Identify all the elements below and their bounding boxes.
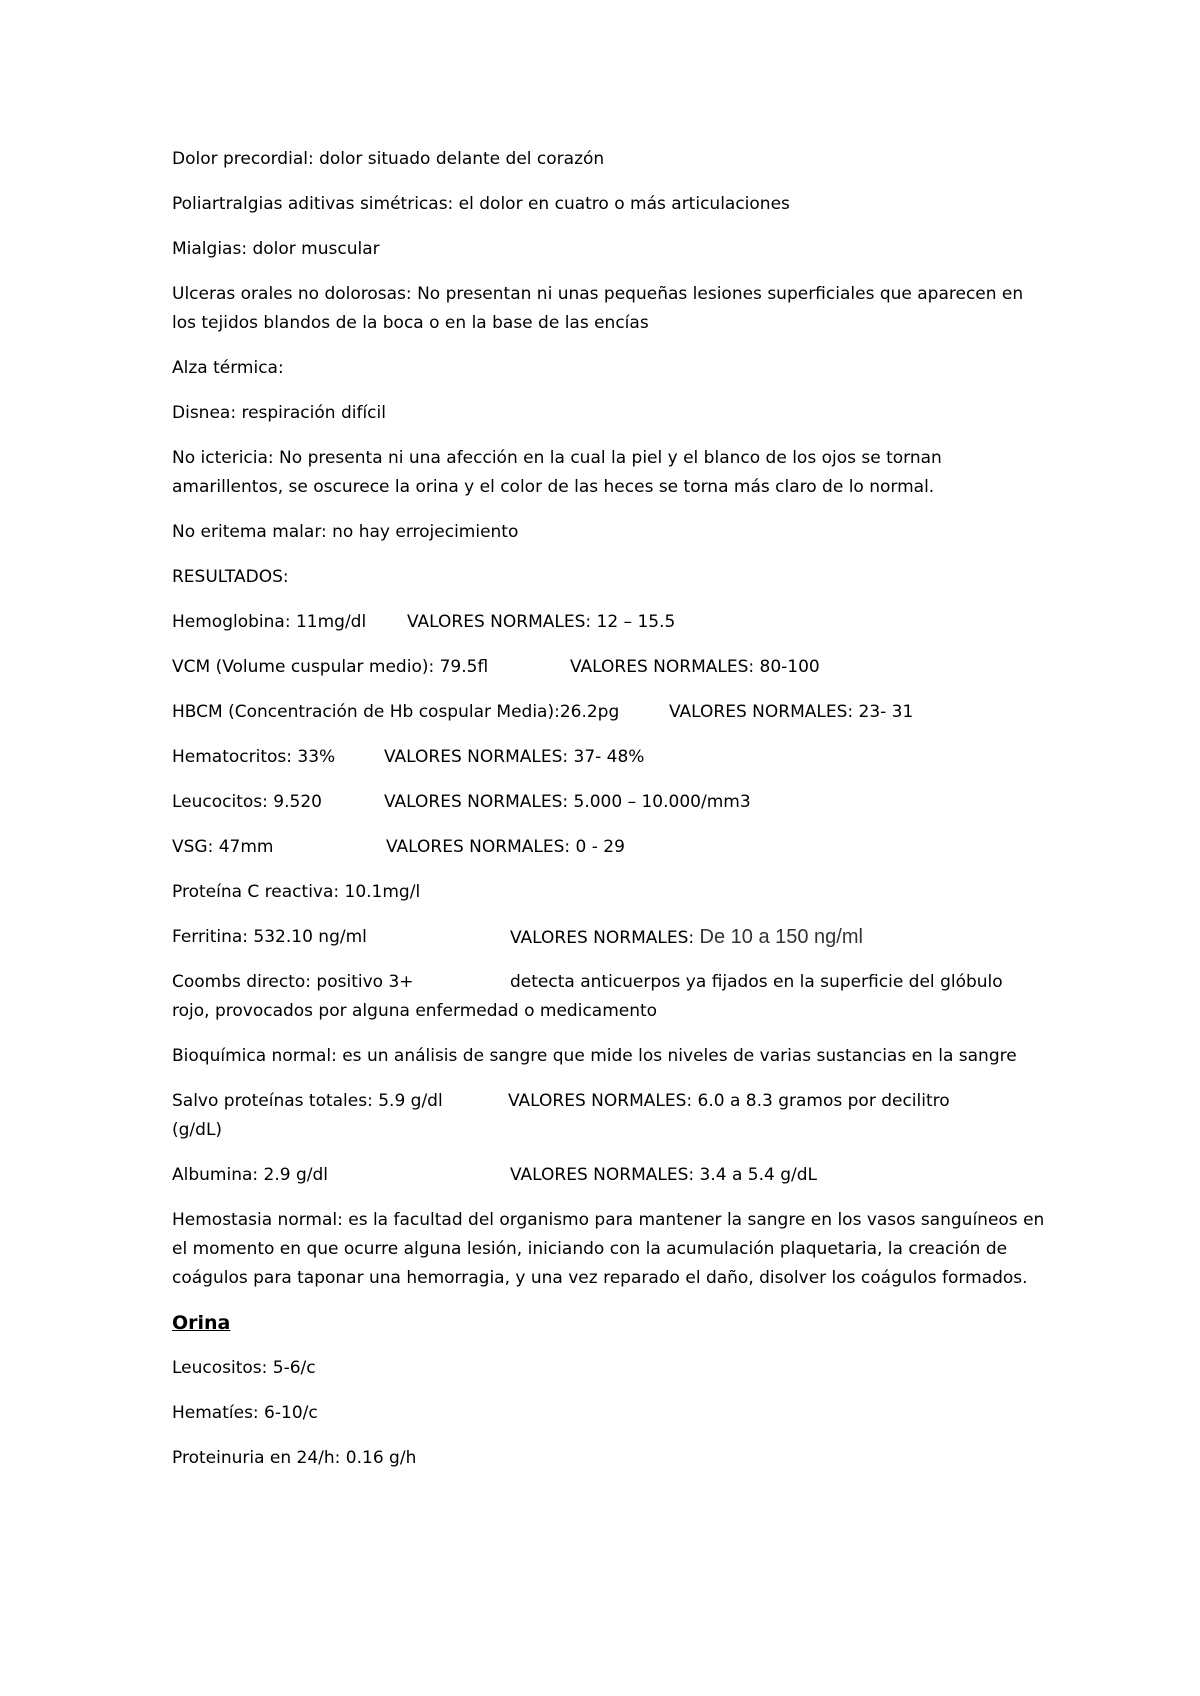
result-hemostasia: Hemostasia normal: es la facultad del organismo para mantener la sangre en los vasos sanguíneos en el momento en que ocurre alguna lesión, iniciando con la acumulación plaquetaria, la creación de coágulos para taponar una hemorragia, y una vez reparado el daño, disolver los coágulos formados.	[172, 1210, 1045, 1288]
results-heading: RESULTADOS:	[172, 567, 289, 587]
result-normal: VALORES NORMALES: 3.4 a 5.4 g/dL	[510, 1165, 817, 1185]
result-proteina-c: Proteína C reactiva: 10.1mg/l	[172, 882, 421, 902]
orina-hematies: Hematíes: 6-10/c	[172, 1403, 318, 1423]
result-label: VCM (Volume cuspular medio): 79.5fl	[172, 657, 489, 677]
result-normal: VALORES NORMALES: 12 – 15.5	[407, 612, 676, 632]
orina-leucositos: Leucositos: 5-6/c	[172, 1358, 316, 1378]
result-normal: VALORES NORMALES: 80-100	[570, 657, 820, 677]
result-desc-first: detecta anticuerpos ya fijados en la superficie del glóbulo	[510, 972, 1003, 992]
result-label: Hemoglobina: 11mg/dl	[172, 612, 367, 632]
line-poliartralgias: Poliartralgias aditivas simétricas: el dolor en cuatro o más articulaciones	[172, 194, 790, 214]
result-normal-rest: (g/dL)	[172, 1120, 223, 1140]
line-eritema: No eritema malar: no hay errojecimiento	[172, 522, 519, 542]
result-hemoglobina	[172, 608, 1052, 637]
line-dolor-precordial: Dolor precordial: dolor situado delante del corazón	[172, 149, 605, 169]
result-normal: VALORES NORMALES: 37- 48%	[384, 747, 645, 767]
result-vsg	[172, 833, 1052, 862]
result-proteinas-totales	[172, 1087, 1052, 1145]
result-label: Coombs directo: positivo 3+	[172, 972, 414, 992]
result-hematocritos	[172, 743, 1052, 772]
document-body	[172, 145, 1052, 1489]
orina-heading: Orina	[172, 1312, 231, 1334]
result-label: Salvo proteínas totales: 5.9 g/dl	[172, 1091, 443, 1111]
result-ferritina	[172, 923, 1052, 952]
result-normal-value: De 10 a 150 ng/ml	[699, 926, 863, 948]
result-leucocitos	[172, 788, 1052, 817]
result-label: VSG: 47mm	[172, 837, 274, 857]
result-desc-rest: rojo, provocados por alguna enfermedad o medicamento	[172, 1001, 658, 1021]
line-disnea: Disnea: respiración difícil	[172, 403, 386, 423]
orina-proteinuria: Proteinuria en 24/h: 0.16 g/h	[172, 1448, 417, 1468]
line-ulceras: Ulceras orales no dolorosas: No presentan ni unas pequeñas lesiones superficiales que aparecen en los tejidos blandos de la boca o en la base de las encías	[172, 284, 1024, 333]
result-normal-first: VALORES NORMALES: 6.0 a 8.3 gramos por decilitro	[508, 1091, 950, 1111]
result-label: Albumina: 2.9 g/dl	[172, 1165, 328, 1185]
result-normal: VALORES NORMALES: 0 - 29	[386, 837, 625, 857]
line-ictericia: No ictericia: No presenta ni una afección en la cual la piel y el blanco de los ojos se tornan amarillentos, se oscurece la orina y el color de las heces se torna más claro de lo normal.	[172, 448, 942, 497]
result-coombs	[172, 968, 1052, 1026]
result-label: Hematocritos: 33%	[172, 747, 336, 767]
result-bioquimica: Bioquímica normal: es un análisis de sangre que mide los niveles de varias sustancias en la sangre	[172, 1046, 1017, 1066]
result-hbcm	[172, 698, 1052, 727]
result-label: Leucocitos: 9.520	[172, 792, 322, 812]
result-albumina	[172, 1161, 1052, 1190]
result-normal-prefix: VALORES NORMALES:	[510, 928, 700, 948]
result-normal: VALORES NORMALES: 5.000 – 10.000/mm3	[384, 792, 751, 812]
result-vcm	[172, 653, 1052, 682]
result-normal	[510, 923, 863, 953]
result-label: Ferritina: 532.10 ng/ml	[172, 927, 367, 947]
line-mialgias: Mialgias: dolor muscular	[172, 239, 380, 259]
result-label: HBCM (Concentración de Hb cospular Media):26.2pg	[172, 702, 620, 722]
result-normal: VALORES NORMALES: 23- 31	[669, 702, 914, 722]
line-alza-termica: Alza térmica:	[172, 358, 284, 378]
